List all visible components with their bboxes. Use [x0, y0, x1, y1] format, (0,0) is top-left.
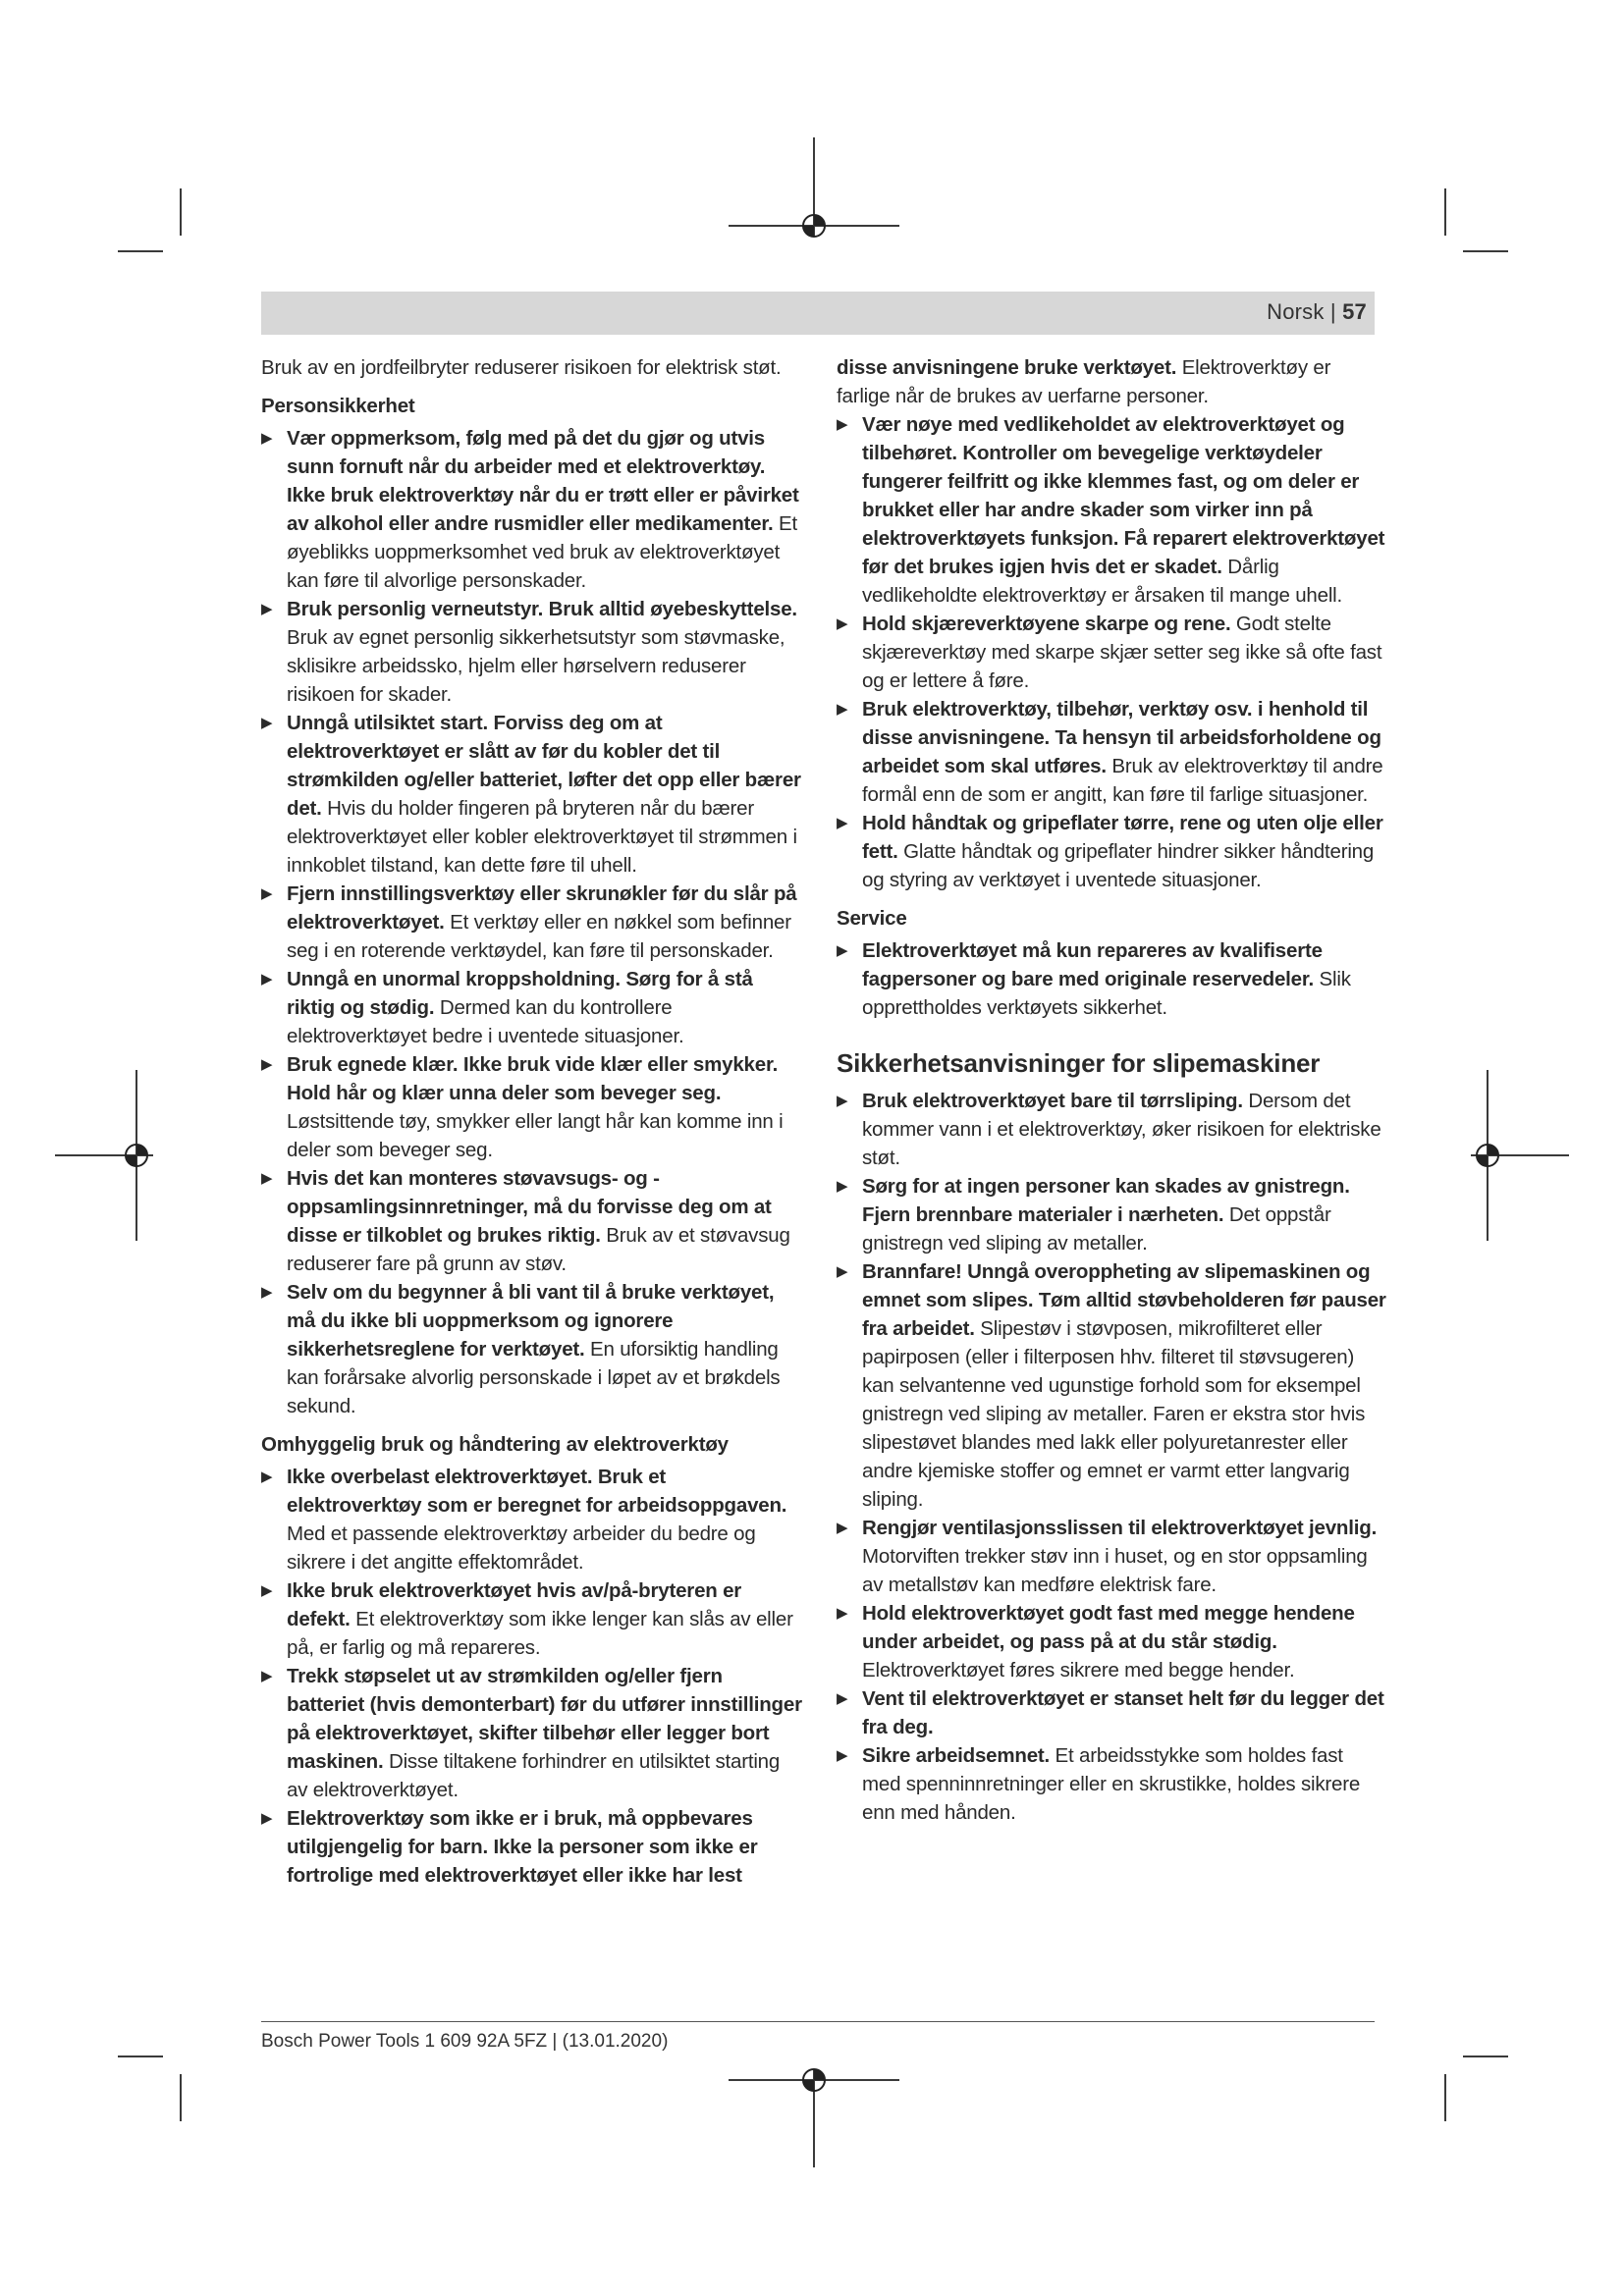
list-item [261, 1164, 803, 1278]
list-item-text: Dermed kan du kontrollere elektroverktøyet bedre i uventede situasjoner. [287, 996, 684, 1047]
list-item-text: Slik opprettholdes verktøyets sikkerhet. [862, 968, 1351, 1019]
bullet-arrow-icon: ▶ [837, 615, 848, 632]
list-item [261, 595, 803, 709]
crop-mark [1444, 2074, 1446, 2121]
list-item [837, 610, 1386, 695]
bullet-arrow-icon: ▶ [261, 430, 273, 447]
bullet-arrow-icon: ▶ [837, 1263, 848, 1280]
list-item-bold: Hold elektroverktøyet godt fast med megge hendene under arbeidet, og pass på at du står stødig. [862, 1602, 1355, 1653]
list-item-text: Det oppstår gnistregn ved sliping av metaller. [862, 1203, 1331, 1255]
list-item-text: Godt stelte skjæreverktøy med skarpe skjær setter seg ikke så ofte fast og er lettere å føre. [862, 613, 1382, 692]
grinder-safety-list [837, 1087, 1386, 1827]
list-item-bold: Sikre arbeidsemnet. [862, 1744, 1051, 1767]
list-item-bold: Ikke overbelast elektroverktøyet. Bruk et elektroverktøy som er beregnet for arbeidsoppgaven. [287, 1466, 787, 1517]
list-item [261, 880, 803, 965]
list-item-bold: Bruk elektroverktøyet bare til tørrsliping. [862, 1090, 1243, 1112]
list-item [261, 709, 803, 880]
bullet-arrow-icon: ▶ [837, 815, 848, 831]
continuation-bold: disse anvisningene bruke verktøyet. [837, 356, 1177, 379]
list-item-text: Glatte håndtak og gripeflater hindrer sikker håndtering og styring av verktøyet i uventede situasjoner. [862, 840, 1375, 891]
section-heading-service: Service [837, 907, 907, 930]
list-item-text: Et arbeidsstykke som holdes fast med spenninnretninger eller en skrustikke, holdes sikrere enn med hånden. [862, 1744, 1361, 1824]
list-item-text: Bruk av egnet personlig sikkerhetsutstyr som støvmaske, sklisikre arbeidssko, hjelm eller hørselvern reduserer risikoen for skader. [287, 626, 785, 706]
list-item [261, 1576, 803, 1662]
bullet-arrow-icon: ▶ [261, 1810, 273, 1827]
crop-mark [118, 2056, 163, 2057]
list-item-text: Dårlig vedlikeholdte elektroverktøy er årsaken til mange uhell. [862, 556, 1343, 607]
crop-mark [118, 250, 163, 252]
list-item-bold: Trekk støpselet ut av strømkilden og/eller fjern batteriet (hvis demonterbart) før du utfører innstillinger på elektroverktøyet, skifter tilbehør eller legger bort maskinen. [287, 1665, 802, 1773]
list-item [261, 965, 803, 1050]
bullet-arrow-icon: ▶ [261, 1056, 273, 1073]
list-item-bold: Sørg for at ingen personer kan skades av gnistregn. Fjern brennbare materialer i nærheten. [862, 1175, 1350, 1226]
continuation-paragraph [837, 353, 1386, 410]
header-language: Norsk [1267, 299, 1325, 324]
list-item [261, 1662, 803, 1804]
bullet-arrow-icon: ▶ [261, 1284, 273, 1301]
bullet-arrow-icon: ▶ [837, 1690, 848, 1707]
list-item-text: Bruk av elektroverktøy til andre formål enn de som er angitt, kan føre til farlige situasjoner. [862, 755, 1383, 806]
right-column [837, 353, 1386, 1827]
bullet-arrow-icon: ▶ [837, 701, 848, 718]
list-item-text: Bruk av et støvavsug reduserer fare på grunn av støv. [287, 1224, 790, 1275]
list-item [837, 1514, 1386, 1599]
list-item [837, 1087, 1386, 1172]
bullet-arrow-icon: ▶ [837, 1520, 848, 1536]
section-heading-careful-use: Omhyggelig bruk og håndtering av elektroverktøy [261, 1433, 729, 1456]
list-item-bold: Ikke bruk elektroverktøyet hvis av/på-bryteren er defekt. [287, 1579, 742, 1630]
maintenance-list [837, 410, 1386, 894]
bullet-arrow-icon: ▶ [261, 715, 273, 731]
list-item [837, 1599, 1386, 1684]
list-item-bold: Elektroverktøy som ikke er i bruk, må oppbevares utilgjengelig for barn. Ikke la personer som ikke er fortrolige med elektroverktøyet eller ikke har lest [287, 1807, 758, 1887]
bullet-arrow-icon: ▶ [837, 1178, 848, 1195]
list-item-text: Et øyeblikks uoppmerksomhet ved bruk av elektroverktøyet kan føre til alvorlige personskader. [287, 512, 797, 592]
list-item-bold: Unngå utilsiktet start. Forviss deg om at elektroverktøyet er slått av før du kobler det til strømkilden og/eller batteriet, løfter det opp eller bærer det. [287, 712, 801, 820]
header-text: Norsk | 57 [1267, 299, 1367, 324]
bullet-arrow-icon: ▶ [837, 942, 848, 959]
list-item [837, 809, 1386, 894]
list-item-bold: Elektroverktøyet må kun repareres av kvalifiserte fagpersoner og bare med originale reservedeler. [862, 939, 1323, 990]
list-item [837, 1172, 1386, 1257]
section-heading-personal-safety: Personsikkerhet [261, 395, 415, 417]
registration-target-icon [801, 2067, 827, 2093]
crop-mark [180, 2074, 182, 2121]
section-heading-grinder-safety: Sikkerhetsanvisninger for slipemaskiner [837, 1048, 1321, 1078]
page-header [261, 292, 1375, 335]
list-item [837, 695, 1386, 809]
intro-paragraph: Bruk av en jordfeilbryter reduserer risikoen for elektrisk støt. [261, 356, 782, 379]
list-item-bold: Vent til elektroverktøyet er stanset helt før du legger det fra deg. [862, 1687, 1384, 1738]
list-item-text: Elektroverktøyet føres sikrere med begge hender. [862, 1659, 1295, 1682]
list-item [837, 1684, 1386, 1741]
list-item-text: Motorviften trekker støv inn i huset, og en stor oppsamling av metallstøv kan medføre elektrisk fare. [862, 1545, 1368, 1596]
left-column [261, 353, 803, 1890]
page-number: 57 [1342, 299, 1367, 324]
bullet-arrow-icon: ▶ [837, 416, 848, 433]
list-item-text: Et elektroverktøy som ikke lenger kan slås av eller på, er farlig og må repareres. [287, 1608, 793, 1659]
list-item-text: Disse tiltakene forhindrer en utilsiktet starting av elektroverktøyet. [287, 1750, 781, 1801]
crop-mark [1444, 188, 1446, 236]
bullet-arrow-icon: ▶ [261, 1582, 273, 1599]
bullet-arrow-icon: ▶ [261, 885, 273, 902]
list-item [261, 1804, 803, 1890]
list-item-bold: Bruk egnede klær. Ikke bruk vide klær eller smykker. Hold hår og klær unna deler som beveger seg. [287, 1053, 779, 1104]
bullet-arrow-icon: ▶ [261, 1668, 273, 1684]
bullet-arrow-icon: ▶ [261, 1170, 273, 1187]
list-item-text: Et verktøy eller en nøkkel som befinner seg i en roterende verktøydel, kan føre til personskader. [287, 911, 791, 962]
list-item-bold: Bruk elektroverktøy, tilbehør, verktøy osv. i henhold til disse anvisningene. Ta hensyn til arbeidsforholdene og arbeidet som skal utføres. [862, 698, 1381, 777]
list-item-bold: Unngå en unormal kroppsholdning. Sørg for å stå riktig og stødig. [287, 968, 753, 1019]
list-item-bold: Hold håndtak og gripeflater tørre, rene og uten olje eller fett. [862, 812, 1383, 863]
list-item-text: Slipestøv i støvposen, mikrofilteret eller papirposen (eller i filterposen hhv. filteret til støvsugeren) kan selvantenne ved ugunstige forhold som for eksempel gnistregn ved sliping av metaller. Faren er ekstra stor hvis slipestøvet blandes med lakk eller polyuretanrester eller andre kjemiske stoffer og emnet er varmt etter langvarig sliping. [862, 1317, 1366, 1511]
crop-mark [1463, 250, 1508, 252]
list-item-bold: Vær oppmerksom, følg med på det du gjør og utvis sunn fornuft når du arbeider med et elektroverktøy. Ikke bruk elektroverktøy når du er trøtt eller er påvirket av alkohol eller andre rusmidler eller medikamenter. [287, 427, 799, 535]
continuation-text: Elektroverktøy er farlige når de brukes av uerfarne personer. [837, 356, 1331, 407]
service-list [837, 936, 1386, 1022]
footer-rule [261, 2021, 1375, 2022]
registration-target-icon [1475, 1143, 1500, 1168]
list-item-text: En uforsiktig handling kan forårsake alvorlig personskade i løpet av et brøkdels sekund. [287, 1338, 781, 1417]
crop-mark [180, 188, 182, 236]
bullet-arrow-icon: ▶ [837, 1605, 848, 1622]
list-item-bold: Vær nøye med vedlikeholdet av elektroverktøyet og tilbehøret. Kontroller om bevegelige verktøydeler fungerer feilfritt og ikke klemmes fast, og om deler er brukket eller har andre skader som virker inn på elektroverktøyets funksjon. Få reparert elektroverktøyet før det brukes igjen hvis det er skadet. [862, 413, 1385, 578]
list-item [261, 1050, 803, 1164]
bullet-arrow-icon: ▶ [261, 1468, 273, 1485]
bullet-arrow-icon: ▶ [261, 971, 273, 988]
list-item-text: Dersom det kommer vann i et elektroverktøy, øker risikoen for elektriske støt. [862, 1090, 1381, 1169]
personal-safety-list [261, 424, 803, 1420]
list-item-bold: Selv om du begynner å bli vant til å bruke verktøyet, må du ikke bli uoppmerksom og ignorere sikkerhetsreglene for verktøyet. [287, 1281, 775, 1361]
careful-use-list [261, 1463, 803, 1890]
list-item-text: Hvis du holder fingeren på bryteren når du bærer elektroverktøyet eller kobler elektroverktøyet til strømmen i innkoblet tilstand, kan dette føre til uhell. [287, 797, 797, 877]
list-item-text: Løstsittende tøy, smykker eller langt hår kan komme inn i deler som beveger seg. [287, 1110, 784, 1161]
list-item-text: Med et passende elektroverktøy arbeider du bedre og sikrere i det angitte effektområdet. [287, 1522, 756, 1574]
page-footer: Bosch Power Tools 1 609 92A 5FZ | (13.01.2020) [261, 2031, 669, 2052]
bullet-arrow-icon: ▶ [837, 1747, 848, 1764]
list-item-bold: Bruk personlig verneutstyr. Bruk alltid øyebeskyttelse. [287, 598, 797, 620]
list-item [261, 1278, 803, 1420]
list-item-bold: Rengjør ventilasjonsslissen til elektroverktøyet jevnlig. [862, 1517, 1378, 1539]
list-item-bold: Brannfare! Unngå overoppheting av slipemaskinen og emnet som slipes. Tøm alltid støvbeholderen før pauser fra arbeidet. [862, 1260, 1386, 1340]
list-item [837, 936, 1386, 1022]
list-item [261, 1463, 803, 1576]
list-item [837, 1741, 1386, 1827]
crop-mark [1463, 2056, 1508, 2057]
registration-target-icon [124, 1143, 149, 1168]
list-item-bold: Hold skjæreverktøyene skarpe og rene. [862, 613, 1231, 635]
list-item [261, 424, 803, 595]
bullet-arrow-icon: ▶ [261, 601, 273, 617]
bullet-arrow-icon: ▶ [837, 1093, 848, 1109]
list-item-bold: Hvis det kan monteres støvavsugs- og -oppsamlingsinnretninger, må du forvisse deg om at disse er tilkoblet og brukes riktig. [287, 1167, 772, 1247]
registration-target-icon [801, 213, 827, 239]
list-item-bold: Fjern innstillingsverktøy eller skrunøkler før du slår på elektroverktøyet. [287, 882, 797, 934]
list-item [837, 410, 1386, 610]
list-item [837, 1257, 1386, 1514]
